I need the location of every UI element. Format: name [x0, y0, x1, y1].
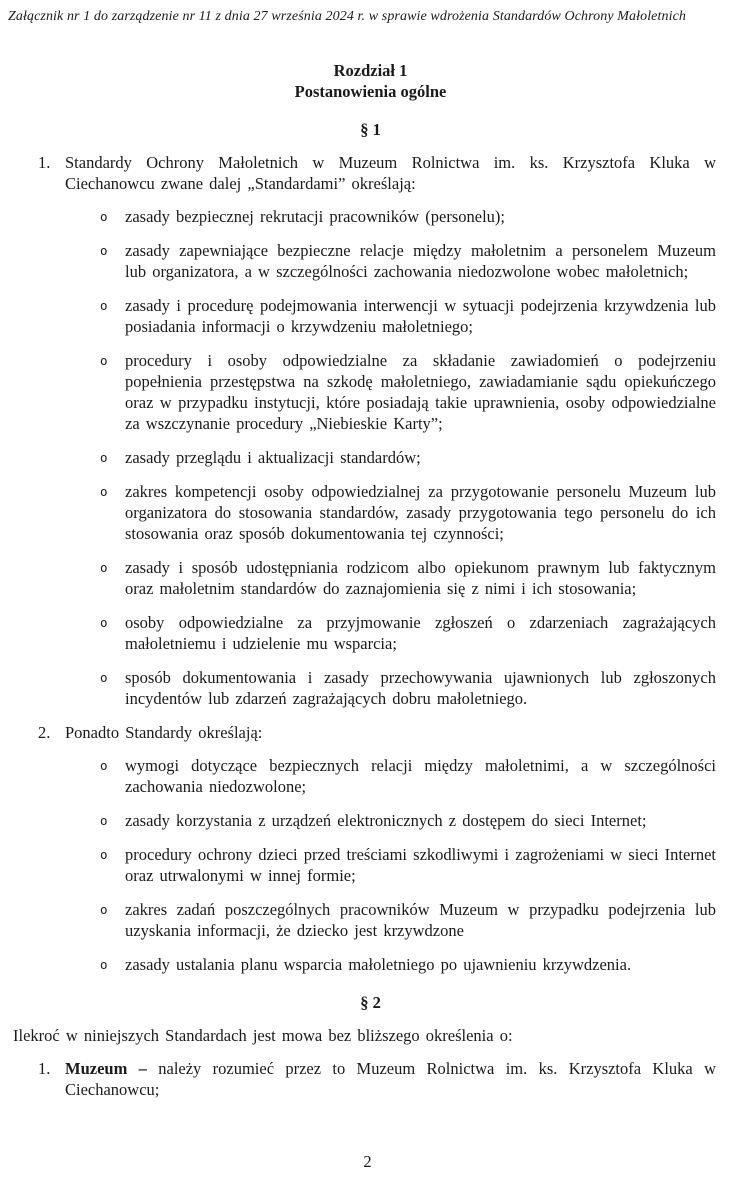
- list-item: [100, 447, 716, 468]
- bullet-marker-icon: o: [100, 813, 108, 828]
- section1-heading: § 1: [360, 120, 381, 139]
- item-number: 2.: [38, 723, 51, 742]
- definition-item-1: [38, 1058, 716, 1100]
- bullet-marker-icon: o: [100, 353, 108, 368]
- list-item: [100, 810, 716, 831]
- list-item: [100, 481, 716, 544]
- item-text: Ponadto Standardy określają:: [65, 723, 263, 742]
- list-item-text: zasady przeglądu i aktualizacji standardów;: [125, 448, 421, 467]
- numbered-item-1: [38, 152, 716, 194]
- bullet-marker-icon: o: [100, 209, 108, 224]
- section2-heading: § 2: [360, 993, 381, 1012]
- document-header-note: Załącznik nr 1 do zarządzenie nr 11 z dnia 27 września 2024 r. w sprawie wdrożenia Standardów Ochrony Małoletnich: [8, 9, 686, 24]
- list-item-text: sposób dokumentowania i zasady przechowywania ujawnionych lub zgłoszonych incydentów lub zdarzeń zagrażających dobru małoletniego.: [125, 668, 716, 708]
- list-item: [100, 667, 716, 709]
- list-item: [100, 899, 716, 941]
- bullet-marker-icon: o: [100, 758, 108, 773]
- list-item-text: zasady bezpiecznej rekrutacji pracowników (personelu);: [125, 207, 505, 226]
- bullet-marker-icon: o: [100, 957, 108, 972]
- bullet-marker-icon: o: [100, 450, 108, 465]
- definition-body: należy rozumieć przez to Muzeum Rolnictwa im. ks. Krzysztofa Kluka w Ciechanowcu;: [65, 1059, 716, 1099]
- item-number: 1.: [38, 153, 51, 172]
- list-item-text: zasady i procedurę podejmowania interwencji w sytuacji podejrzenia krzywdzenia lub posiadania informacji o krzywdzeniu małoletniego;: [125, 296, 716, 336]
- bullet-marker-icon: o: [100, 847, 108, 862]
- bullet-marker-icon: o: [100, 902, 108, 917]
- list-item: [100, 755, 716, 797]
- page-number: 2: [363, 1152, 372, 1171]
- list-item: [100, 206, 716, 227]
- list-item-text: zasady i sposób udostępniania rodzicom albo opiekunom prawnym lub faktycznym oraz małoletnim standardów do zaznajomienia się z nimi i ich stosowania;: [125, 558, 716, 598]
- list-item-text: procedury ochrony dzieci przed treściami szkodliwymi i zagrożeniami w sieci Internet oraz utrwalonymi w innej formie;: [125, 845, 716, 885]
- list-item: [100, 240, 716, 282]
- chapter-title-line2: Postanowienia ogólne: [294, 82, 447, 101]
- list-item: [100, 350, 716, 434]
- list-item: [100, 295, 716, 337]
- chapter-title-line1: Rozdział 1: [333, 61, 408, 80]
- bullet-marker-icon: o: [100, 298, 108, 313]
- numbered-item-2: [38, 722, 716, 743]
- bullet-marker-icon: o: [100, 615, 108, 630]
- item-text: Standardy Ochrony Małoletnich w Muzeum Rolnictwa im. ks. Krzysztofa Kluka w Ciechanowcu zwane dalej „Standardami” określają:: [65, 153, 716, 193]
- list-item-text: procedury i osoby odpowiedzialne za składanie zawiadomień o podejrzeniu popełnienia przestępstwa na szkodę małoletniego, zawiadamianie sądu opiekuńczego oraz w przypadku instytucji, które posiadają takie uprawnienia, osoby odpowiedzialne za wszczynanie procedury „Niebieskie Karty”;: [125, 351, 716, 433]
- list-item: [100, 557, 716, 599]
- definition-text: [65, 1058, 716, 1100]
- list-item-text: osoby odpowiedzialne za przyjmowanie zgłoszeń o zdarzeniach zagrażających małoletniemu i udzielenie mu wsparcia;: [125, 613, 716, 653]
- chapter-title: [0, 60, 741, 102]
- list-item: [100, 612, 716, 654]
- bullet-marker-icon: o: [100, 243, 108, 258]
- bullet-marker-icon: o: [100, 560, 108, 575]
- definition-term: Muzeum –: [65, 1059, 147, 1078]
- list-item: [100, 844, 716, 886]
- list-item-text: zakres zadań poszczególnych pracowników Muzeum w przypadku podejrzenia lub uzyskania informacji, że dziecko jest krzywdzone: [125, 900, 716, 940]
- list-item-text: zakres kompetencji osoby odpowiedzialnej za przygotowanie personelu Muzeum lub organizatora do stosowania standardów, zasady przygotowania tego personelu do ich stosowania oraz sposób dokumentowania tej czynności;: [125, 482, 716, 543]
- item-number: 1.: [38, 1059, 51, 1078]
- section2-intro: Ilekroć w niniejszych Standardach jest mowa bez bliższego określenia o:: [13, 1026, 513, 1045]
- bullet-marker-icon: o: [100, 670, 108, 685]
- bullet-marker-icon: o: [100, 484, 108, 499]
- list-item-text: zasady zapewniające bezpieczne relacje między małoletnim a personelem Muzeum lub organizatora, a w szczególności zachowania niedozwolone wobec małoletnich;: [125, 241, 716, 281]
- list-item-text: zasady korzystania z urządzeń elektronicznych z dostępem do sieci Internet;: [125, 811, 647, 830]
- list-item-text: zasady ustalania planu wsparcia małoletniego po ujawnieniu krzywdzenia.: [125, 955, 632, 974]
- list-item: [100, 954, 716, 975]
- list-item-text: wymogi dotyczące bezpiecznych relacji między małoletnimi, a w szczególności zachowania niedozwolone;: [125, 756, 716, 796]
